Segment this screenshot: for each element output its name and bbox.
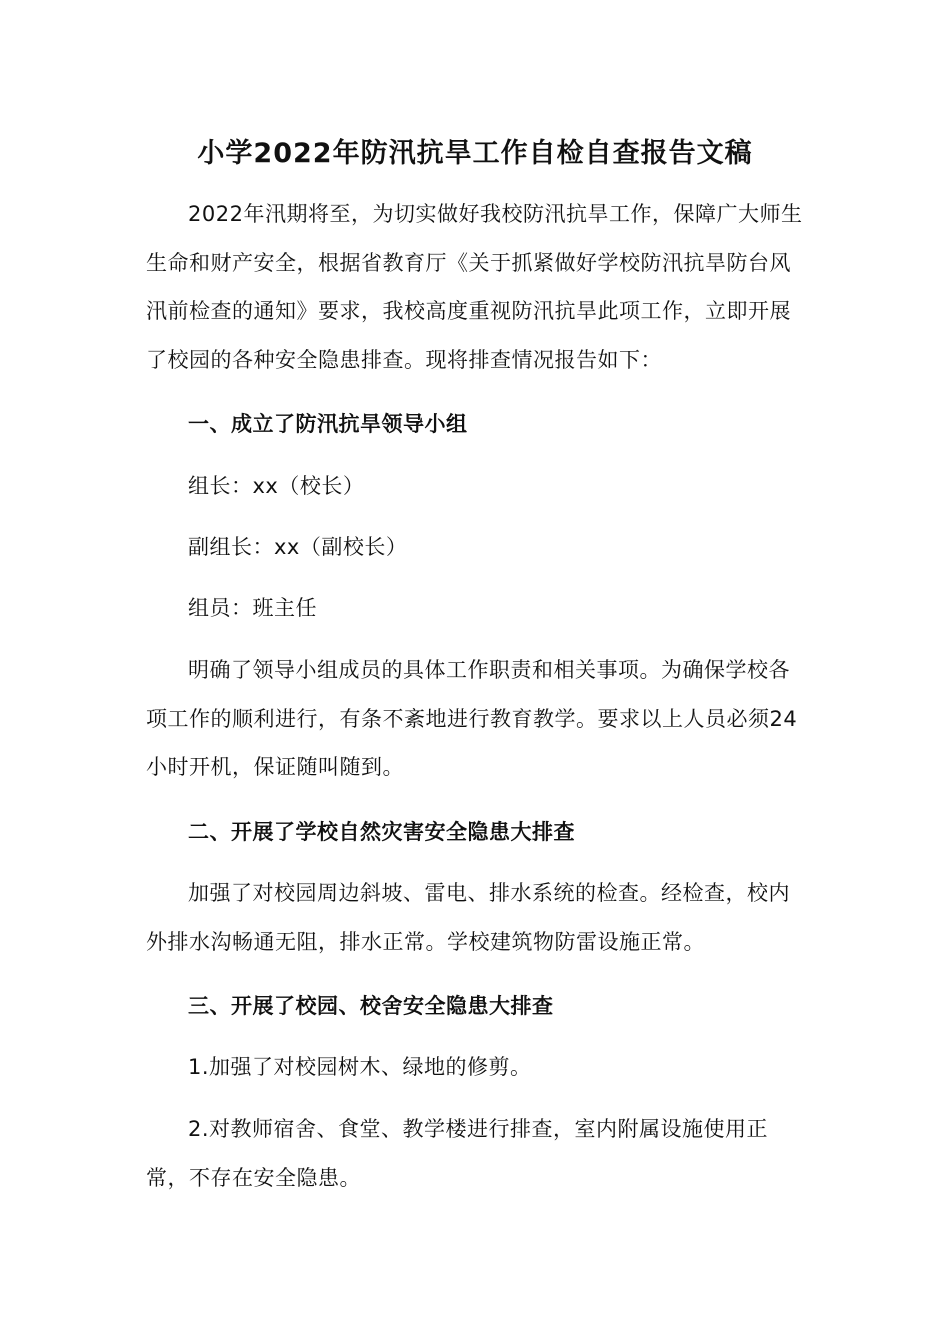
section-3-heading: 三、开展了校园、校舍安全隐患大排查 [188, 994, 554, 1018]
section-2-body-text: 加强了对校园周边斜坡、雷电、排水系统的检查。经检查，校内外排水沟畅通无阻，排水正常。学校建筑物防雷设施正常。 [146, 881, 790, 954]
section-1-body [146, 646, 806, 792]
section-3-item-2-text: 2.对教师宿舍、食堂、教学楼进行排查，室内附属设施使用正常，不存在安全隐患。 [146, 1117, 769, 1190]
section-1-body-text: 明确了领导小组成员的具体工作职责和相关事项。为确保学校各项工作的顺利进行，有条不紊地进行教育教学。要求以上人员必须24小时开机，保证随叫随到。 [146, 658, 798, 779]
section-3-item-2 [146, 1105, 806, 1202]
section-3-item-1: 1.加强了对校园树木、绿地的修剪。 [188, 1055, 532, 1079]
section-2-body [146, 869, 806, 966]
section-2-heading: 二、开展了学校自然灾害安全隐患大排查 [188, 820, 575, 844]
deputy-leader-line: 副组长：xx（副校长） [188, 535, 408, 559]
leader-line: 组长：xx（校长） [188, 474, 365, 498]
intro-paragraph [146, 190, 806, 384]
members-line: 组员：班主任 [188, 596, 317, 620]
document-title: 小学2022年防汛抗旱工作自检自查报告文稿 [197, 138, 753, 169]
intro-text: 2022年汛期将至，为切实做好我校防汛抗旱工作，保障广大师生生命和财产安全，根据省教育厅《关于抓紧做好学校防汛抗旱防台风汛前检查的通知》要求，我校高度重视防汛抗旱此项工作，立即开展了校园的各种安全隐患排查。现将排查情况报告如下： [146, 202, 803, 372]
section-1-heading: 一、成立了防汛抗旱领导小组 [188, 412, 468, 436]
